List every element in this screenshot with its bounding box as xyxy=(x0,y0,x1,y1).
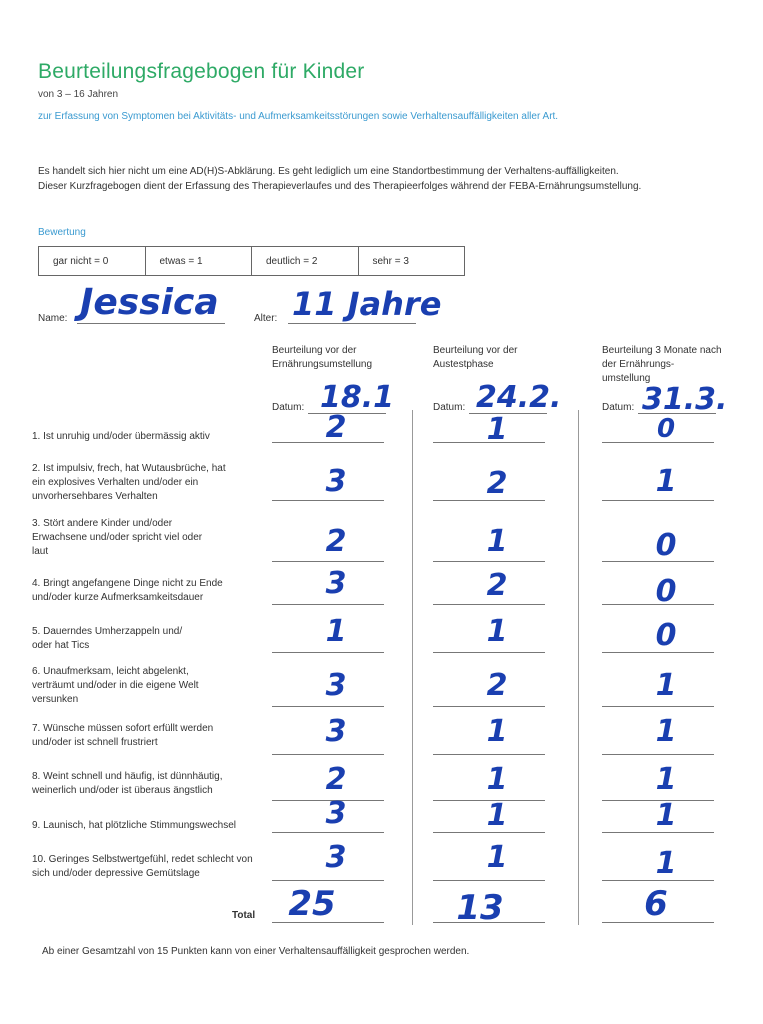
answer-underline xyxy=(272,604,384,605)
scale-cell: etwas = 1 xyxy=(146,247,253,275)
date-value-2[interactable]: 24.2. xyxy=(476,380,562,415)
question-6: 6. Unaufmerksam, leicht abgelenkt, verträumt und/oder in die eigene Welt versunken xyxy=(32,666,199,705)
score-q8-pretest[interactable]: 1 xyxy=(486,762,508,797)
scale-cell: gar nicht = 0 xyxy=(39,247,146,275)
question-1: 1. Ist unruhig und/oder übermässig aktiv xyxy=(32,431,210,442)
name-label: Name: xyxy=(38,313,68,324)
score-q6-pretest[interactable]: 2 xyxy=(486,668,508,703)
score-q5-before[interactable]: 1 xyxy=(325,614,347,649)
column-divider xyxy=(412,410,413,925)
answer-underline xyxy=(272,561,384,562)
question-8: 8. Weint schnell und häufig, ist dünnhäutig, weinerlich und/oder ist überaus ängstlich xyxy=(32,771,223,796)
rating-label: Bewertung xyxy=(38,227,86,238)
scale-cell: deutlich = 2 xyxy=(252,247,359,275)
answer-underline xyxy=(272,500,384,501)
answer-underline xyxy=(272,754,384,755)
score-q1-pretest[interactable]: 1 xyxy=(486,412,508,447)
score-q9-after[interactable]: 1 xyxy=(655,798,677,833)
form-title: Beurteilungsfragebogen für Kinder xyxy=(38,60,365,83)
question-3: 3. Stört andere Kinder und/oder Erwachsene und/oder spricht viel oder laut xyxy=(32,518,203,557)
score-q4-pretest[interactable]: 2 xyxy=(486,568,508,603)
answer-underline xyxy=(272,652,384,653)
answer-underline xyxy=(433,706,545,707)
total-label: Total xyxy=(232,910,256,921)
date-label: Datum: xyxy=(602,402,635,413)
question-10: 10. Geringes Selbstwertgefühl, redet schlecht von sich und/oder depressive Gemütslage xyxy=(32,854,253,879)
score-q3-before[interactable]: 2 xyxy=(325,524,347,559)
score-q7-after[interactable]: 1 xyxy=(655,714,677,749)
score-q2-after[interactable]: 1 xyxy=(655,464,677,499)
answer-underline xyxy=(272,706,384,707)
score-q6-before[interactable]: 3 xyxy=(325,668,347,703)
score-q1-after[interactable]: 0 xyxy=(656,414,676,444)
score-q5-pretest[interactable]: 1 xyxy=(486,614,508,649)
column-divider xyxy=(578,410,579,925)
answer-underline xyxy=(602,754,714,755)
date-value-1[interactable]: 18.1 xyxy=(320,380,395,415)
question-2: 2. Ist impulsiv, frech, hat Wutausbrüche, hat ein explosives Verhalten und/oder ein unvorhersehbares Verhalten xyxy=(32,463,226,502)
score-q1-before[interactable]: 2 xyxy=(325,410,347,445)
date-label: Datum: xyxy=(272,402,305,413)
answer-underline xyxy=(433,754,545,755)
column-header-1: Beurteilung vor der Ernährungsumstellung xyxy=(272,345,373,370)
answer-underline xyxy=(433,561,545,562)
score-q10-before[interactable]: 3 xyxy=(325,840,347,875)
scale-cell: sehr = 3 xyxy=(372,255,409,267)
answer-underline xyxy=(272,880,384,881)
total-pretest[interactable]: 13 xyxy=(456,888,504,928)
score-q3-pretest[interactable]: 1 xyxy=(486,524,508,559)
score-q3-after[interactable]: 0 xyxy=(655,528,677,563)
total-before[interactable]: 25 xyxy=(288,884,336,924)
column-header-2: Beurteilung vor der Austestphase xyxy=(433,345,518,370)
score-q8-before[interactable]: 2 xyxy=(325,762,347,797)
score-q4-before[interactable]: 3 xyxy=(325,566,347,601)
rating-scale-table xyxy=(38,246,465,276)
age-value[interactable]: 11 Jahre xyxy=(292,285,442,323)
score-q7-pretest[interactable]: 1 xyxy=(486,714,508,749)
intro-paragraph: Es handelt sich hier nicht um eine AD(H)S-Abklärung. Es geht lediglich um eine Standortbestimmung der Verhaltens-auffälligkeiten. Dieser Kurzfragebogen dient der Erfassung des Therapieverlaufes und des Therapieerfolges während der FEBA-Ernährungsumstellung. xyxy=(38,166,642,192)
score-q7-before[interactable]: 3 xyxy=(325,714,347,749)
question-5: 5. Dauerndes Umherzappeln und/ oder hat Tics xyxy=(32,626,183,651)
answer-underline xyxy=(272,832,384,833)
score-q9-pretest[interactable]: 1 xyxy=(486,798,508,833)
score-q2-before[interactable]: 3 xyxy=(325,464,347,499)
purpose-subtitle: zur Erfassung von Symptomen bei Aktivitäts- und Aufmerksamkeitsstörungen sowie Verhaltensauffälligkeiten aller Art. xyxy=(38,111,559,122)
age-label: Alter: xyxy=(254,313,278,324)
name-value[interactable]: Jessica xyxy=(80,282,219,323)
date-value-3[interactable]: 31.3. xyxy=(642,382,728,417)
question-7: 7. Wünsche müssen sofort erfüllt werden und/oder ist schnell frustriert xyxy=(32,723,214,748)
answer-underline xyxy=(433,604,545,605)
score-q8-after[interactable]: 1 xyxy=(655,762,677,797)
date-label: Datum: xyxy=(433,402,466,413)
total-after[interactable]: 6 xyxy=(644,884,668,924)
question-9: 9. Launisch, hat plötzliche Stimmungswechsel xyxy=(32,820,236,831)
answer-underline xyxy=(433,652,545,653)
score-q6-after[interactable]: 1 xyxy=(655,668,677,703)
score-q10-after[interactable]: 1 xyxy=(655,846,677,881)
column-header-3: Beurteilung 3 Monate nach der Ernährungs-umstellung xyxy=(602,345,722,384)
answer-underline xyxy=(602,706,714,707)
question-4: 4. Bringt angefangene Dinge nicht zu Ende und/oder kurze Aufmerksamkeitsdauer xyxy=(32,578,223,603)
age-range-subtitle: von 3 – 16 Jahren xyxy=(38,89,119,100)
answer-underline xyxy=(602,500,714,501)
footer-note: Ab einer Gesamtzahl von 15 Punkten kann von einer Verhaltensauffälligkeit gesprochen werden. xyxy=(42,946,470,957)
score-q2-pretest[interactable]: 2 xyxy=(486,466,508,501)
answer-underline xyxy=(433,880,545,881)
score-q9-before[interactable]: 3 xyxy=(325,796,347,831)
score-q4-after[interactable]: 0 xyxy=(655,574,677,609)
name-underline xyxy=(77,323,225,324)
score-q10-pretest[interactable]: 1 xyxy=(486,840,508,875)
age-underline xyxy=(288,323,416,324)
score-q5-after[interactable]: 0 xyxy=(655,618,677,653)
